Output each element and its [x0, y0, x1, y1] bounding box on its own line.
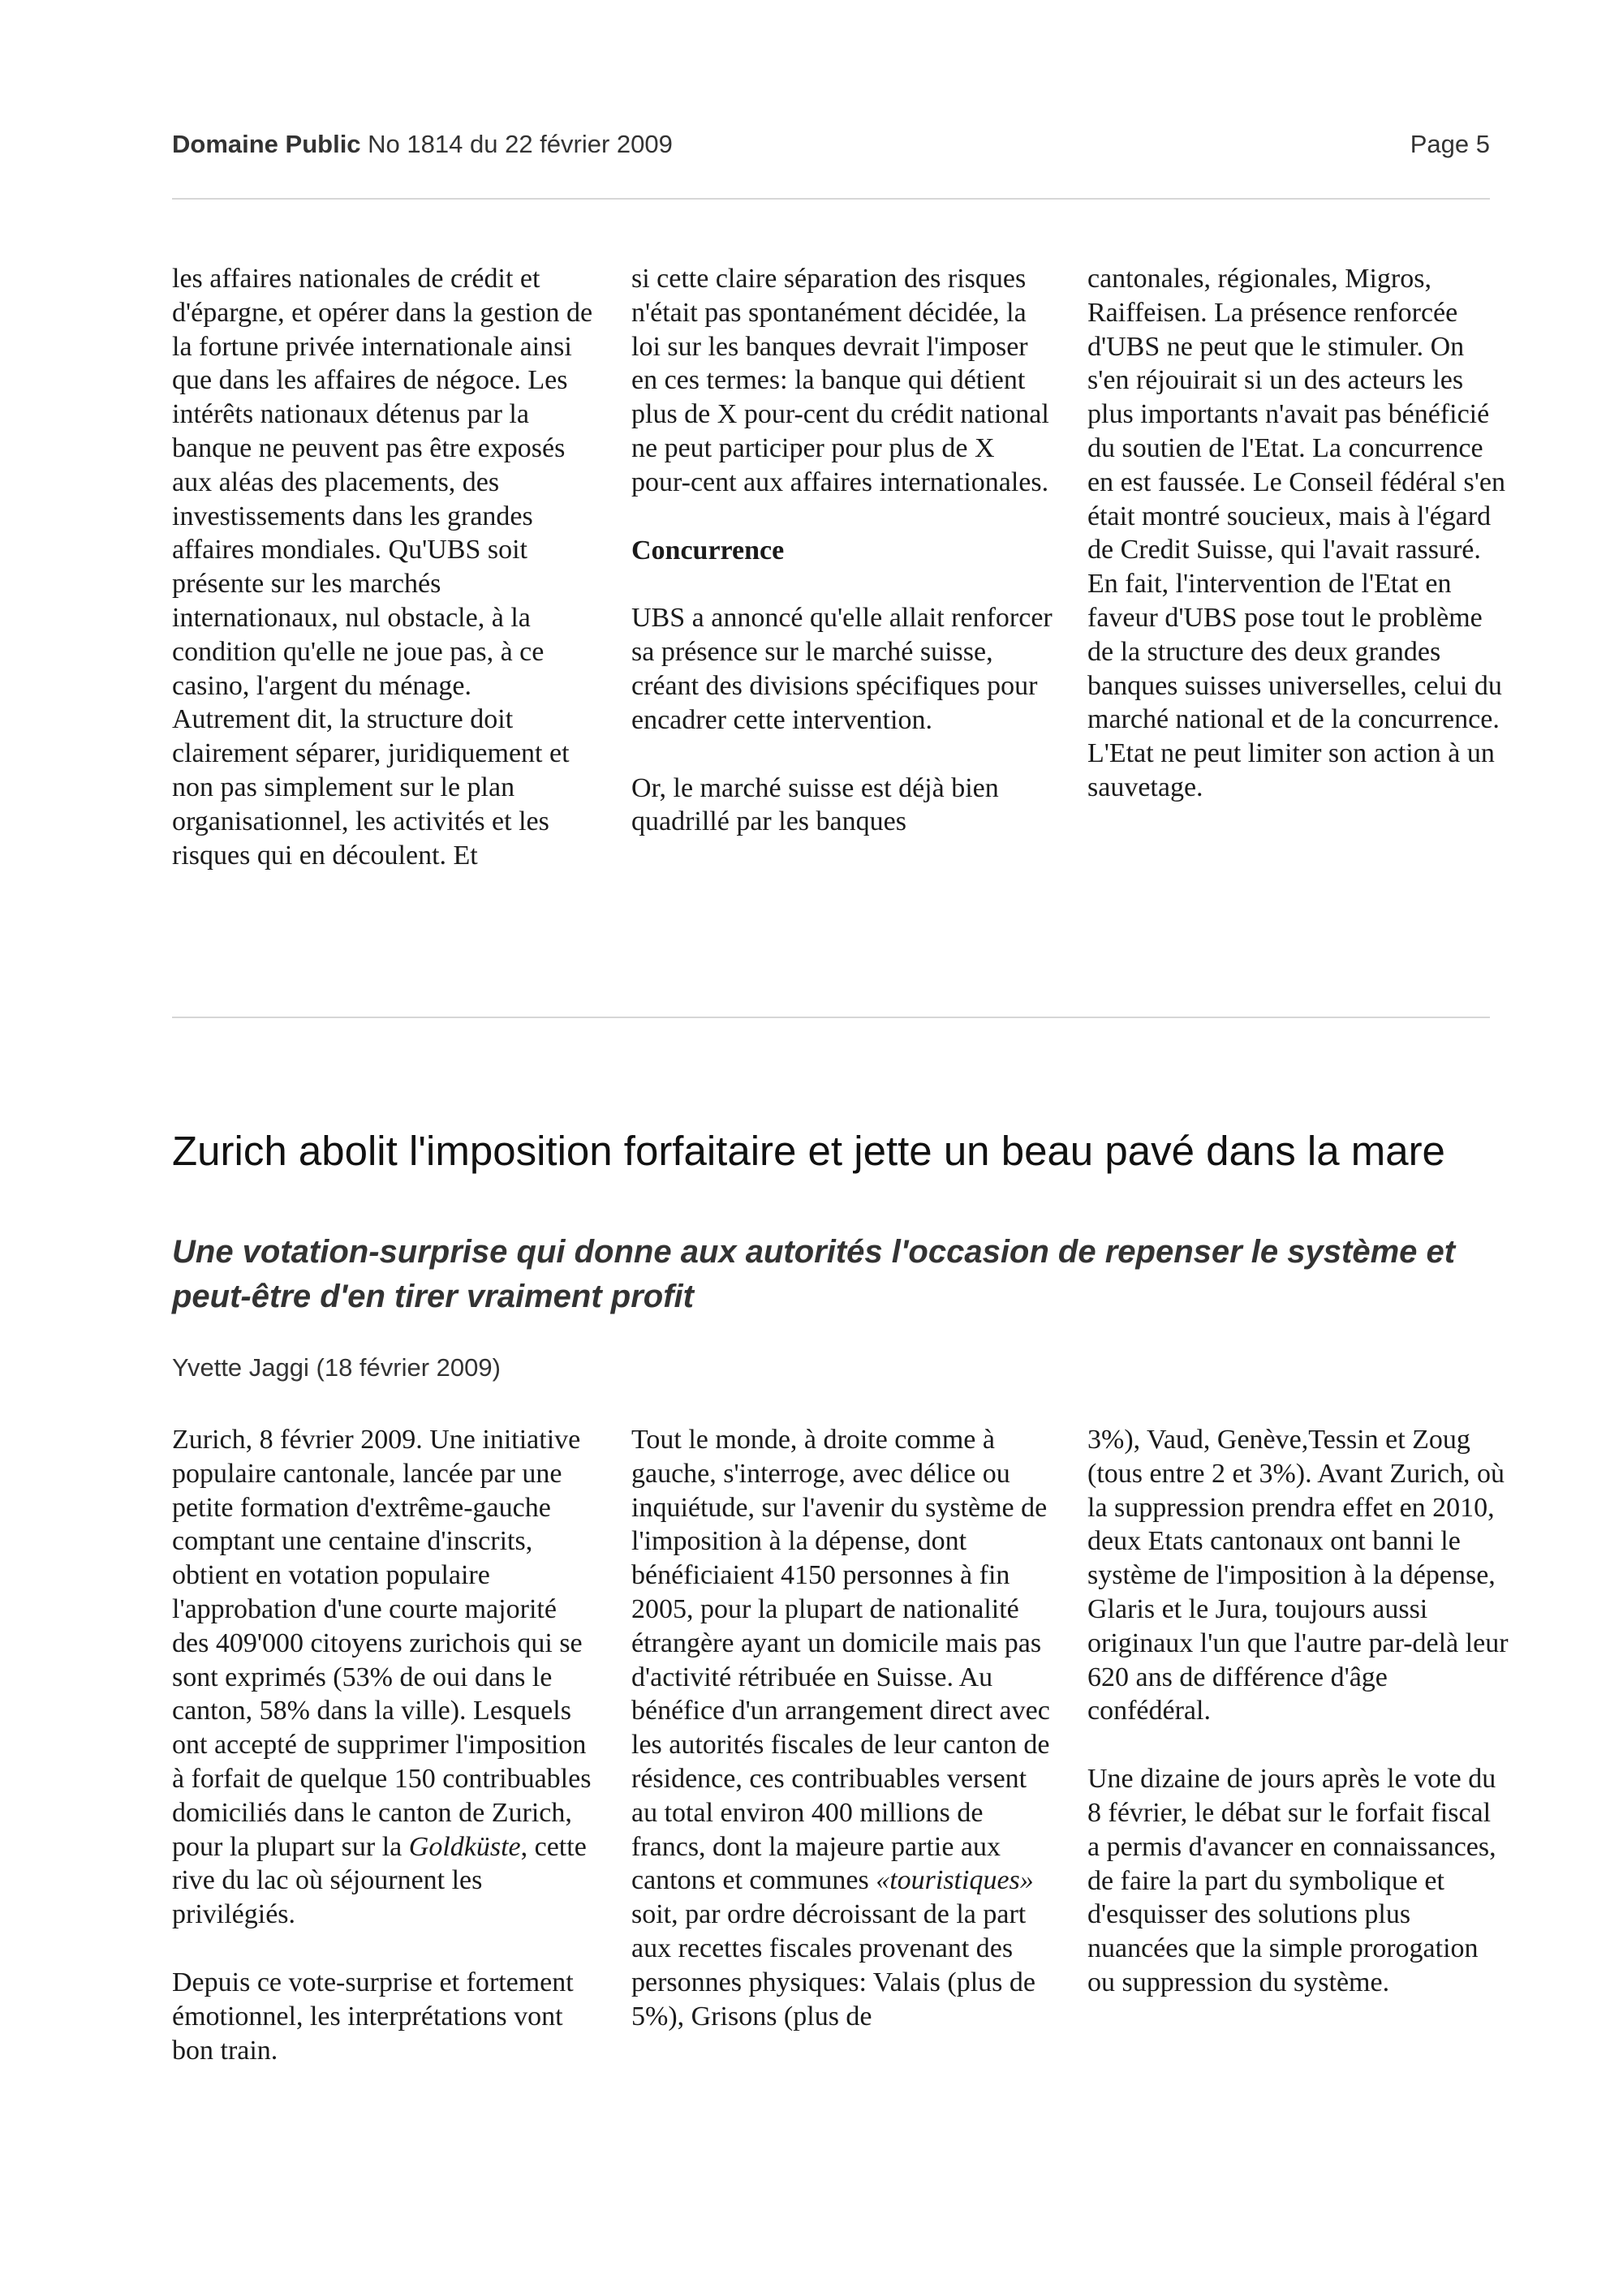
article-col2-text-a: Tout le monde, à droite comme à gauche, s'interroge, avec délice ou inquiétude, sur l'avenir du système de l'imposition à la dépense, dont bénéficiaient 4150 personnes à fin 2005, pour la plupart de nationalité étrangère ayant un domicile mais pas d'activité rétribuée en Suisse. Au bénéfice d'un arrangement direct avec les autorités fiscales de leur canton de résidence, ces contribuables versent au total environ 400 millions de francs, dont la majeure partie aux cantons et communes [631, 1425, 1050, 1896]
header-left [172, 130, 673, 159]
article-col2-paragraph [631, 1423, 1053, 2033]
continued-col2-paragraph-3: Or, le marché suisse est déjà bien quadrillé par les banques [631, 772, 999, 837]
article-col1-p1-text-a: Zurich, 8 février 2009. Une initiative populaire cantonale, lancée par une petite formation d'extrême-gauche comptant une centaine d'inscrits, obtient en votation populaire l'approbation d'une courte majorité des 409'000 citoyens zurichois qui se sont exprimés (53% de oui dans le canton, 58% dans la ville). Lesquels ont accepté de supprimer l'imposition à forfait de quelque 150 contribuables domiciliés dans le canton de Zurich, pour la plupart sur la [172, 1425, 592, 1862]
continued-col2-paragraph-2: UBS a annoncé qu'elle allait renforcer sa présence sur le marché suisse, créant des divisions spécifiques pour encadrer cette intervention. [631, 603, 1053, 735]
article-col1-p1-italic: Goldküste [408, 1831, 521, 1862]
section-rule [172, 1017, 1490, 1018]
article-col2-italic: «touristiques» [876, 1865, 1034, 1896]
continued-col1-text: les affaires nationales de crédit et d'épargne, et opérer dans la gestion de la fortune privée internationale ainsi que dans les affaires de négoce. Les intérêts nationaux détenus par la banque ne peuvent pas être exposés aux aléas des placements, des investissements dans les grandes affaires mondiales. Qu'UBS soit présente sur les marchés internationaux, nul obstacle, à la condition qu'elle ne joue pas, à ce casino, l'argent du ménage. Autrement dit, la structure doit clairement séparer, juridiquement et non pas simplement sur le plan organisationnel, les activités et les risques qui en découlent. Et [172, 264, 593, 871]
article-column-2 [631, 1423, 1053, 2033]
article-col1-paragraph-1 [172, 1423, 594, 1932]
article-col2-text-b: soit, par ordre décroissant de la part aux recettes fiscales provenant des personnes physiques: Valais (plus de 5%), Grisons (plus de [631, 1899, 1035, 2032]
continued-col3-text: cantonales, régionales, Migros, Raiffeisen. La présence renforcée d'UBS ne peut que le stimuler. On s'en réjouirait si un des acteurs les plus importants n'avait pas bénéficié du soutien de l'Etat. La concurrence en est faussée. Le Conseil fédéral s'en était montré soucieux, mais à l'égard de Credit Suisse, qui l'avait rassuré. En fait, l'intervention de l'Etat en faveur d'UBS pose tout le problème de la structure des deux grandes banques suisses universelles, celui du marché national et de la concurrence. L'Etat ne peut limiter son action à un sauvetage. [1087, 264, 1505, 802]
continued-column-3 [1087, 262, 1509, 805]
publication-name: Domaine Public [172, 130, 361, 158]
section-subheading: Concurrence [631, 535, 785, 565]
article-col1-paragraph-2: Depuis ce vote-surprise et fortement émotionnel, les interprétations vont bon train. [172, 1967, 574, 2066]
article-byline: Yvette Jaggi (18 février 2009) [172, 1353, 501, 1382]
article-col1-p1-text-b: , cette rive du lac où séjournent les privilégiés. [172, 1831, 587, 1930]
header-rule [172, 198, 1490, 200]
continued-col2-paragraph-1: si cette claire séparation des risques n'était pas spontanément décidée, la loi sur les banques devrait l'imposer en ces termes: la banque qui détient plus de X pour-cent du crédit national ne peut participer pour plus de X pour-cent aux affaires internationales. [631, 264, 1049, 497]
continued-column-2 [631, 262, 1053, 839]
article-subtitle: Une votation-surprise qui donne aux autorités l'occasion de repenser le système et peut-être d'en tirer vraiment profit [172, 1234, 1456, 1314]
issue-info: No 1814 du 22 février 2009 [368, 130, 673, 158]
article-column-3 [1087, 1423, 1509, 2000]
article-column-1 [172, 1423, 594, 2067]
continued-column-1 [172, 262, 594, 872]
article-col3-paragraph-2: Une dizaine de jours après le vote du 8 février, le débat sur le forfait fiscal a permis d'avancer en connaissances, de faire la part du symbolique et d'esquisser des solutions plus nuancées que la simple prorogation ou suppression du système. [1087, 1764, 1496, 1997]
article-title: Zurich abolit l'imposition forfaitaire et jette un beau pavé dans la mare [172, 1128, 1445, 1174]
page-header [172, 130, 1490, 170]
article-col3-paragraph-1: 3%), Vaud, Genève,Tessin et Zoug (tous entre 2 et 3%). Avant Zurich, où la suppression prendra effet en 2010, deux Etats cantonaux ont banni le système de l'imposition à la dépense, Glaris et le Jura, toujours aussi originaux l'un que l'autre par-delà leur 620 ans de différence d'âge confédéral. [1087, 1425, 1509, 1726]
page-number: Page 5 [1410, 130, 1490, 158]
